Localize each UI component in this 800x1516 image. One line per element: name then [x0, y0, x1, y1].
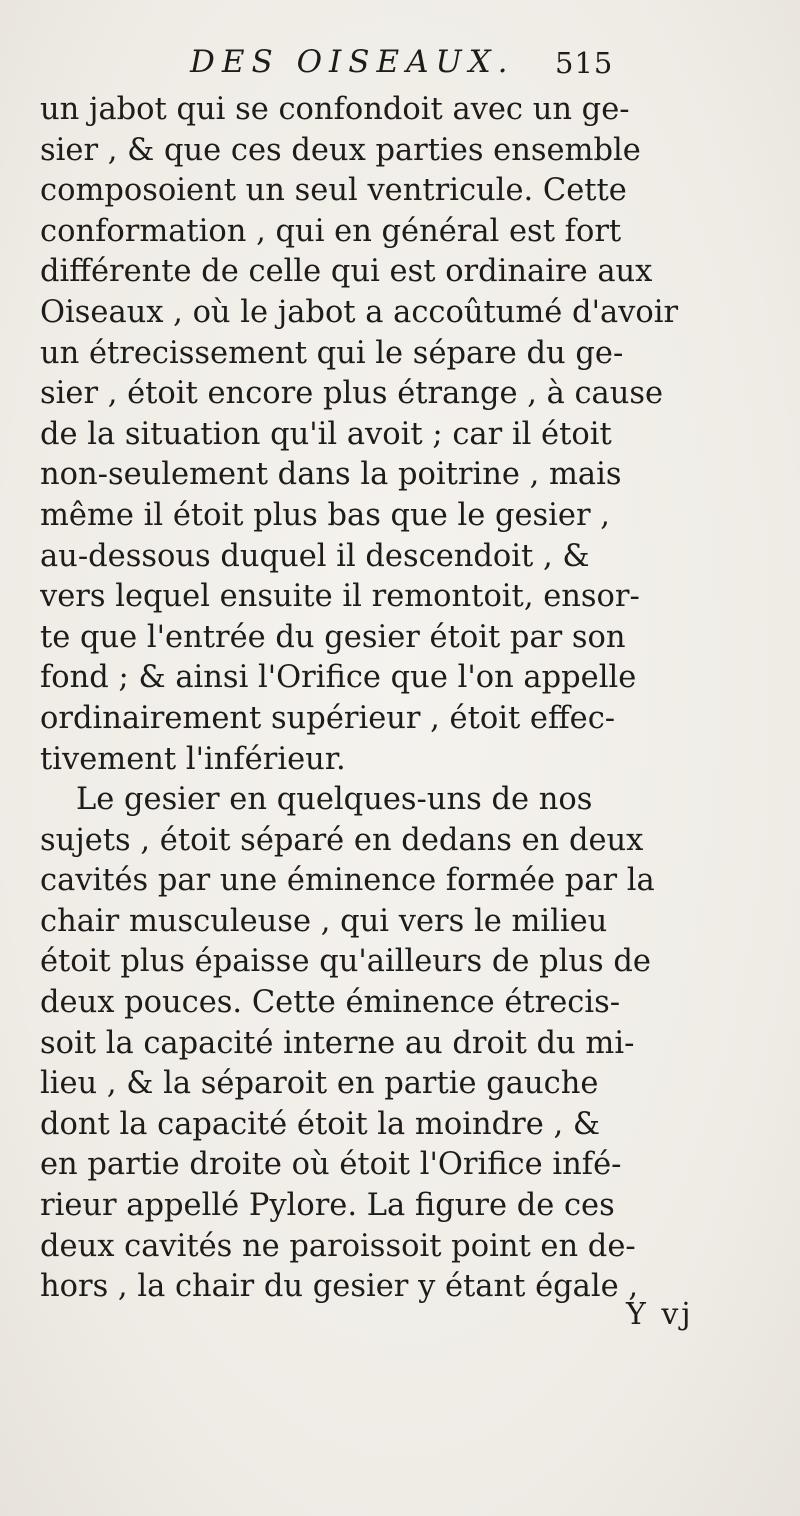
text-line: vers lequel ensuite il remontoit, ensor- — [40, 579, 640, 615]
text-line: étoit plus épaisse qu'ailleurs de plus de — [40, 944, 651, 980]
page-number: 515 — [555, 46, 614, 80]
text-line: conformation , qui en général est fort — [40, 213, 622, 249]
text-line: ordinairement supérieur , étoit effec- — [40, 700, 616, 736]
text-line: hors , la chair du gesier y étant égale , — [40, 1269, 639, 1305]
text-line: de la situation qu'il avoit ; car il étoit — [40, 416, 612, 452]
text-line: dont la capacité étoit la moindre , & — [40, 1106, 601, 1142]
text-line: sujets , étoit séparé en dedans en deux — [40, 822, 644, 858]
paragraph-start-line: Le gesier en quelques-uns de nos — [76, 782, 593, 818]
text-line: un étrecissement qui le sépare du ge- — [40, 335, 624, 371]
text-line: différente de celle qui est ordinaire aux — [40, 254, 653, 290]
text-line: même il étoit plus bas que le gesier , — [40, 497, 610, 533]
text-line: fond ; & ainsi l'Orifice que l'on appelle — [40, 660, 637, 696]
text-line: un jabot qui se confondoit avec un ge- — [40, 92, 630, 127]
text-line: te que l'entrée du gesier étoit par son — [40, 619, 626, 655]
text-line: deux pouces. Cette éminence étrecis- — [40, 985, 621, 1021]
text-line: soit la capacité interne au droit du mi- — [40, 1025, 635, 1061]
text-line: chair musculeuse , qui vers le milieu — [40, 903, 608, 939]
signature-mark: Y vj — [626, 1297, 694, 1332]
body-text — [40, 90, 770, 1308]
text-line: Oiseaux , où le jabot a accoûtumé d'avoir — [40, 294, 679, 330]
text-line: non-seulement dans la poitrine , mais — [40, 457, 622, 493]
text-line: deux cavités ne paroissoit point en de- — [40, 1228, 636, 1264]
text-line: sier , étoit encore plus étrange , à cause — [40, 376, 664, 412]
text-line: rieur appellé Pylore. La figure de ces — [40, 1188, 615, 1224]
text-line: en partie droite où étoit l'Orifice infé- — [40, 1147, 622, 1183]
text-line: tivement l'inférieur. — [40, 741, 346, 777]
text-line: sier , & que ces deux parties ensemble — [40, 132, 641, 168]
text-line: cavités par une éminence formée par la — [40, 863, 655, 899]
text-line: lieu , & la séparoit en partie gauche — [40, 1066, 599, 1102]
text-line: au-dessous duquel il descendoit , & — [40, 538, 590, 574]
text-line: composoient un seul ventricule. Cette — [40, 173, 627, 209]
running-title: DES OISEAUX. — [190, 44, 515, 80]
page-header — [190, 44, 614, 88]
